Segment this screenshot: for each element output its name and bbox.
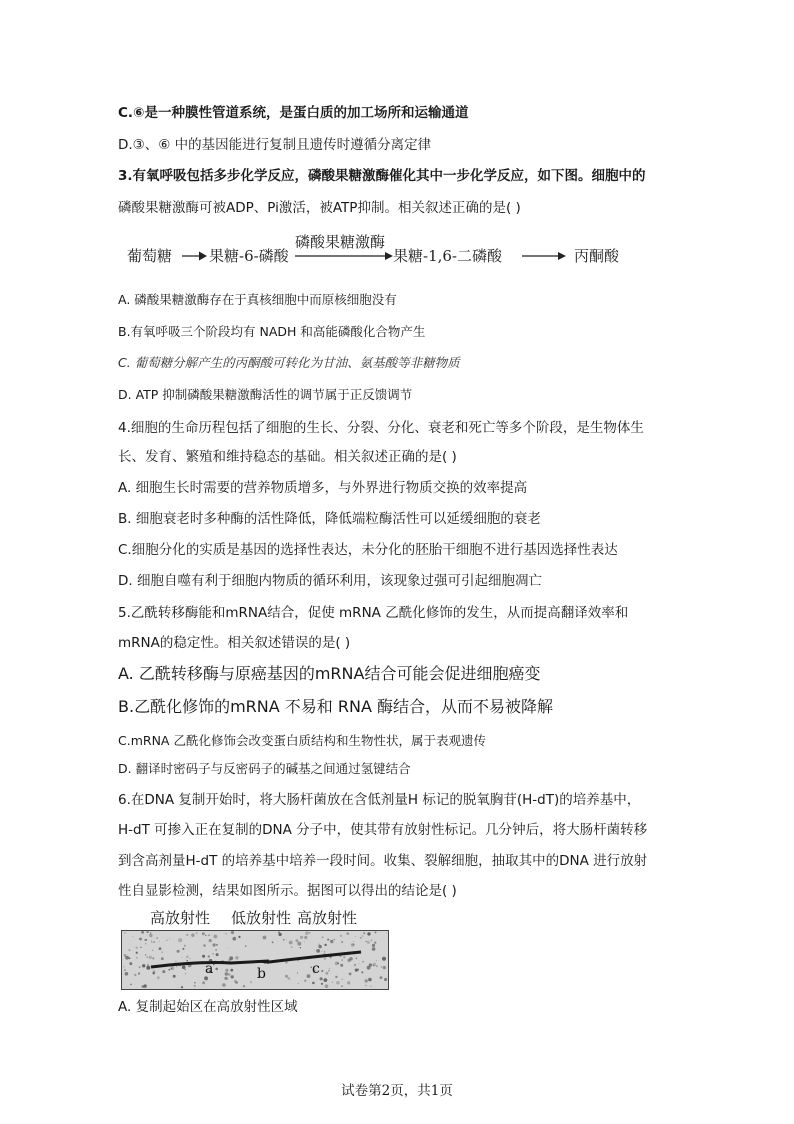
film-grain-dot: [300, 936, 303, 939]
film-grain-dot: [125, 956, 129, 960]
pathway-arrowhead-1: [199, 252, 207, 261]
film-grain-dot: [189, 958, 190, 959]
film-grain-dot: [171, 966, 175, 970]
film-grain-dot: [369, 963, 372, 966]
film-grain-dot: [367, 941, 370, 944]
film-grain-dot: [194, 982, 195, 983]
film-grain-dot: [124, 954, 127, 957]
page-footer: 试卷第2页，共1页: [341, 1083, 453, 1099]
film-grain-dot: [381, 966, 383, 968]
film-grain-dot: [365, 941, 366, 942]
q3-option-b: B.有氧呼吸三个阶段均有 NADH 和高能磷酸化合物产生: [118, 324, 426, 339]
film-grain-dot: [215, 949, 216, 950]
film-grain-dot: [181, 986, 183, 988]
label-low-radioactivity: 低放射性: [231, 909, 292, 927]
film-grain-dot: [360, 937, 362, 939]
film-grain-dot: [368, 978, 372, 982]
film-grain-dot: [347, 981, 350, 984]
film-grain-dot: [349, 973, 352, 976]
film-grain-dot: [370, 986, 371, 987]
film-grain-dot: [324, 944, 326, 946]
film-grain-dot: [182, 965, 186, 969]
film-grain-dot: [186, 959, 187, 960]
autoradiograph-image: [121, 930, 389, 990]
film-grain-dot: [173, 975, 176, 978]
glycolysis-pathway-diagram: [125, 228, 645, 272]
film-grain-dot: [312, 982, 315, 985]
pathway-fructose-bisphosphate: 果糖-1,6-二磷酸: [393, 247, 502, 265]
film-grain-dot: [278, 931, 280, 933]
q3-option-c: C. 葡萄糖分解产生的丙酮酸可转化为甘油、氨基酸等非糖物质: [118, 355, 460, 370]
film-grain-dot: [136, 947, 138, 949]
film-grain-dot: [320, 977, 323, 980]
film-grain-dot: [145, 943, 146, 944]
film-grain-dot: [250, 981, 252, 983]
film-grain-dot: [321, 983, 323, 985]
film-grain-dot: [150, 932, 151, 933]
film-grain-dot: [156, 937, 157, 938]
film-grain-dot: [342, 979, 343, 980]
film-grain-dot: [233, 937, 237, 941]
q3-stem-line1: 3.有氧呼吸包括多步化学反应，磷酸果糖激酶催化其中一步化学反应，如下图。细胞中的: [118, 168, 646, 184]
mark-a: a: [205, 961, 214, 977]
film-grain-dot: [332, 981, 334, 983]
film-grain-dot: [124, 932, 125, 933]
q5-option-d: D. 翻译时密码子与反密码子的碱基之间通过氢键结合: [118, 761, 411, 776]
film-grain-dot: [153, 972, 155, 974]
film-grain-dot: [342, 959, 343, 960]
q4-option-a: A. 细胞生长时需要的营养物质增多，与外界进行物质交换的效率提高: [118, 480, 528, 496]
film-grain-dot: [166, 940, 167, 941]
q6-stem-line4: 性自显影检测，结果如图所示。据图可以得出的结论是( ): [118, 883, 457, 899]
film-grain-dot: [335, 976, 337, 978]
film-grain-dot: [363, 932, 365, 934]
film-grain-dot: [125, 972, 129, 976]
film-grain-dot: [139, 966, 141, 968]
film-grain-dot: [328, 970, 329, 971]
film-grain-dot: [324, 957, 326, 959]
film-grain-dot: [147, 964, 149, 966]
film-grain-dot: [365, 979, 368, 982]
film-grain-dot: [231, 931, 234, 934]
q4-option-b: B. 细胞衰老时多种酶的活性降低，降低端粒酶活性可以延缓细胞的衰老: [118, 511, 541, 527]
film-grain-dot: [124, 969, 126, 971]
film-grain-dot: [129, 962, 132, 965]
film-grain-dot: [177, 950, 180, 953]
film-grain-dot: [336, 981, 339, 984]
pathway-arrowhead-2: [385, 252, 393, 260]
film-grain-dot: [325, 972, 328, 975]
film-grain-dot: [203, 944, 205, 946]
film-grain-dot: [288, 977, 291, 980]
film-grain-dot: [215, 968, 218, 971]
film-grain-dot: [175, 961, 177, 963]
film-grain-dot: [376, 965, 378, 967]
film-grain-dot: [146, 931, 148, 933]
film-grain-dot: [149, 934, 152, 937]
film-grain-dot: [213, 943, 216, 946]
q4-stem-line1: 4.细胞的生命历程包括了细胞的生长、分裂、分化、衰老和死亡等多个阶段，是生物体生: [118, 420, 644, 436]
film-grain-dot: [161, 957, 164, 960]
film-grain-dot: [343, 956, 345, 958]
pathway-enzyme-label: 磷酸果糖激酶: [295, 233, 386, 251]
film-grain-dot: [176, 966, 177, 967]
film-grain-dot: [133, 936, 134, 937]
film-grain-dot: [283, 939, 285, 941]
film-grain-dot: [235, 956, 239, 960]
q5-option-c: C.mRNA 乙酰化修饰会改变蛋白质结构和生物性状，属于表观遗传: [118, 733, 486, 748]
film-grain-dot: [152, 957, 154, 959]
film-grain-dot: [375, 931, 377, 933]
film-grain-dot: [196, 932, 198, 934]
film-grain-dot: [335, 962, 339, 966]
film-grain-dot: [319, 944, 320, 945]
film-grain-dot: [216, 944, 218, 946]
film-grain-dot: [353, 941, 354, 942]
pathway-pyruvate: 丙酮酸: [574, 247, 620, 265]
film-grain-dot: [304, 980, 306, 982]
film-grain-dot: [372, 947, 376, 951]
film-grain-dot: [142, 964, 145, 967]
film-grain-dot: [139, 938, 142, 941]
label-high-radioactivity-left: 高放射性: [150, 909, 211, 927]
film-grain-dot: [151, 942, 152, 943]
film-grain-dot: [371, 940, 373, 942]
film-grain-dot: [159, 941, 160, 942]
film-grain-dot: [356, 958, 358, 960]
film-grain-dot: [322, 937, 324, 939]
film-grain-dot: [289, 941, 293, 945]
film-grain-dot: [334, 939, 335, 940]
film-grain-dot: [278, 933, 281, 936]
film-grain-dot: [202, 981, 205, 984]
film-grain-dot: [245, 945, 247, 947]
film-grain-dot: [329, 968, 330, 969]
film-grain-dot: [321, 970, 323, 972]
q6-option-a: A. 复制起始区在高放射性区域: [118, 999, 298, 1015]
film-grain-dot: [145, 955, 146, 956]
q3-stem-line2: 磷酸果糖激酶可被ADP、Pi激活，被ATP抑制。相关叙述正确的是( ): [118, 200, 521, 216]
film-grain-dot: [194, 985, 196, 987]
pathway-glucose: 葡萄糖: [127, 247, 173, 265]
film-grain-dot: [374, 942, 376, 944]
film-grain-dot: [231, 975, 234, 978]
film-grain-dot: [346, 932, 349, 935]
film-grain-dot: [304, 941, 305, 942]
mark-c: c: [312, 961, 320, 977]
film-grain-dot: [354, 964, 356, 966]
film-grain-dot: [130, 984, 132, 986]
film-grain-dot: [146, 966, 150, 970]
film-grain-dot: [307, 974, 311, 978]
film-grain-dot: [355, 936, 356, 937]
dna-strand-middle: [261, 962, 269, 963]
film-grain-dot: [234, 980, 237, 983]
film-grain-dot: [382, 957, 386, 961]
film-grain-dot: [222, 983, 225, 986]
film-grain-dot: [304, 936, 307, 939]
film-grain-dot: [216, 953, 219, 956]
q5-stem-line1: 5.乙酰转移酶能和mRNA结合，促使 mRNA 乙酰化修饰的发生，从而提高翻译效率和: [118, 605, 629, 621]
film-grain-dot: [341, 985, 343, 987]
q2-option-d: D.③、⑥ 中的基因能进行复制且遗传时遵循分离定律: [118, 137, 432, 153]
film-grain-dot: [186, 960, 188, 962]
film-grain-dot: [140, 947, 141, 948]
film-grain-dot: [230, 969, 233, 972]
film-grain-dot: [178, 938, 182, 942]
film-grain-dot: [300, 947, 301, 948]
film-grain-dot: [136, 952, 138, 954]
film-grain-dot: [359, 963, 360, 964]
film-grain-dot: [366, 985, 367, 986]
film-grain-dot: [340, 935, 342, 937]
film-grain-dot: [372, 944, 375, 947]
film-grain-dot: [376, 960, 377, 961]
film-grain-dot: [182, 948, 184, 950]
mark-b: b: [257, 966, 266, 982]
film-grain-dot: [365, 985, 366, 986]
film-grain-dot: [186, 934, 188, 936]
film-grain-dot: [295, 939, 298, 942]
film-grain-dot: [186, 956, 188, 958]
film-grain-dot: [263, 936, 267, 940]
film-grain-dot: [128, 949, 130, 951]
film-grain-dot: [228, 973, 231, 976]
film-grain-dot: [318, 945, 321, 948]
film-grain-dot: [330, 940, 333, 943]
film-grain-dot: [386, 932, 387, 933]
film-grain-dot: [305, 931, 309, 935]
pathway-fructose-6-phosphate: 果糖-6-磷酸: [209, 247, 289, 265]
q3-option-d: D. ATP 抑制磷酸果糖激酶活性的调节属于正反馈调节: [118, 387, 413, 402]
q6-stem-line1: 6.在DNA 复制开始时，将大肠杆菌放在含低剂量H 标记的脱氧胸苷(H-dT)的培养基中，: [118, 792, 641, 808]
film-grain-dot: [182, 957, 183, 958]
film-grain-dot: [141, 931, 144, 934]
film-grain-dot: [229, 956, 233, 960]
film-grain-dot: [225, 933, 226, 934]
film-grain-dot: [355, 956, 356, 957]
film-grain-dot: [297, 942, 301, 946]
film-grain-dot: [349, 957, 352, 960]
film-grain-dot: [162, 951, 164, 953]
film-grain-dot: [212, 953, 214, 955]
film-grain-dot: [151, 940, 152, 941]
film-grain-dot: [384, 978, 387, 981]
q6-stem-line2: H-dT 可掺入正在复制的DNA 分子中，使其带有放射性标记。几分钟后，将大肠杆菌转移: [118, 822, 648, 838]
film-grain-dot: [191, 934, 194, 937]
film-grain-dot: [136, 957, 137, 958]
q5-option-b: B.乙酰化修饰的mRNA 不易和 RNA 酶结合，从而不易被降解: [118, 697, 553, 716]
film-grain-dot: [168, 969, 170, 971]
film-grain-dot: [321, 951, 322, 952]
film-grain-dot: [157, 976, 160, 979]
film-grain-dot: [225, 972, 228, 975]
film-grain-dot: [134, 974, 136, 976]
film-grain-dot: [209, 939, 212, 942]
film-grain-dot: [362, 935, 364, 937]
film-grain-dot: [144, 940, 145, 941]
film-grain-dot: [205, 935, 206, 936]
film-grain-dot: [145, 939, 147, 941]
label-high-radioactivity-right: 高放射性: [297, 909, 358, 927]
film-grain-dot: [208, 934, 210, 936]
q2-option-c: C.⑥是一种膜性管道系统，是蛋白质的加工场所和运输通道: [118, 105, 469, 121]
film-grain-dot: [298, 983, 299, 984]
film-grain-dot: [159, 947, 162, 950]
film-grain-dot: [341, 941, 343, 943]
q4-option-d: D. 细胞自噬有利于细胞内物质的循环利用，该现象过强可引起细胞凋亡: [118, 573, 542, 589]
pathway-arrowhead-3: [558, 252, 566, 260]
film-grain-dot: [314, 950, 315, 951]
q4-stem-line2: 长、发育、繁殖和维持稳态的基础。相关叙述正确的是( ): [118, 449, 457, 465]
film-grain-dot: [380, 976, 383, 979]
film-grain-dot: [361, 971, 363, 973]
film-grain-dot: [383, 966, 386, 969]
film-grain-dot: [138, 972, 140, 974]
film-grain-dot: [208, 955, 210, 957]
film-grain-dot: [324, 978, 328, 982]
film-grain-dot: [272, 941, 274, 943]
q6-stem-line3: 到含高剂量H-dT 的培养基中培养一段时间。收集、裂解细胞，抽取其中的DNA 进行放射: [118, 853, 648, 869]
film-grain-dot: [202, 955, 205, 958]
film-grain-dot: [297, 972, 298, 973]
film-grain-dot: [185, 973, 186, 974]
q3-option-a: A. 磷酸果糖激酶存在于真核细胞中而原核细胞没有: [118, 292, 397, 307]
film-grain-dot: [327, 939, 329, 941]
film-grain-dot: [355, 969, 358, 972]
film-grain-dot: [153, 941, 155, 943]
film-grain-dot: [123, 966, 124, 967]
film-grain-dot: [149, 956, 152, 959]
film-grain-dot: [162, 970, 165, 973]
film-grain-dot: [152, 950, 153, 951]
q4-option-c: C.细胞分化的实质是基因的选择性表达，未分化的胚胎干细胞不进行基因选择性表达: [118, 542, 618, 558]
film-grain-dot: [146, 956, 148, 958]
film-grain-dot: [285, 961, 287, 963]
film-grain-dot: [286, 940, 287, 941]
film-grain-dot: [184, 969, 185, 970]
film-grain-dot: [170, 939, 171, 940]
film-grain-dot: [202, 932, 205, 935]
film-grain-dot: [316, 949, 320, 953]
q5-option-a: A. 乙酰转移酶与原癌基因的mRNA结合可能会促进细胞癌变: [118, 664, 541, 683]
film-grain-dot: [325, 984, 329, 988]
film-grain-dot: [285, 975, 288, 978]
film-grain-dot: [143, 984, 146, 987]
film-grain-dot: [324, 951, 326, 953]
film-grain-dot: [227, 979, 228, 980]
film-grain-dot: [228, 948, 229, 949]
film-grain-dot: [184, 945, 186, 947]
film-grain-dot: [204, 976, 208, 980]
q5-stem-line2: mRNA的稳定性。相关叙述错误的是( ): [118, 635, 351, 651]
film-grain-dot: [291, 946, 293, 948]
film-grain-dot: [367, 932, 370, 935]
film-grain-dot: [239, 936, 241, 938]
film-grain-dot: [362, 961, 364, 963]
film-grain-dot: [373, 963, 377, 967]
film-grain-dot: [225, 969, 228, 972]
film-grain-dot: [214, 935, 218, 939]
film-grain-dot: [340, 964, 343, 967]
film-grain-dot: [353, 944, 355, 946]
film-grain-dot: [330, 957, 332, 959]
film-grain-dot: [243, 985, 245, 987]
